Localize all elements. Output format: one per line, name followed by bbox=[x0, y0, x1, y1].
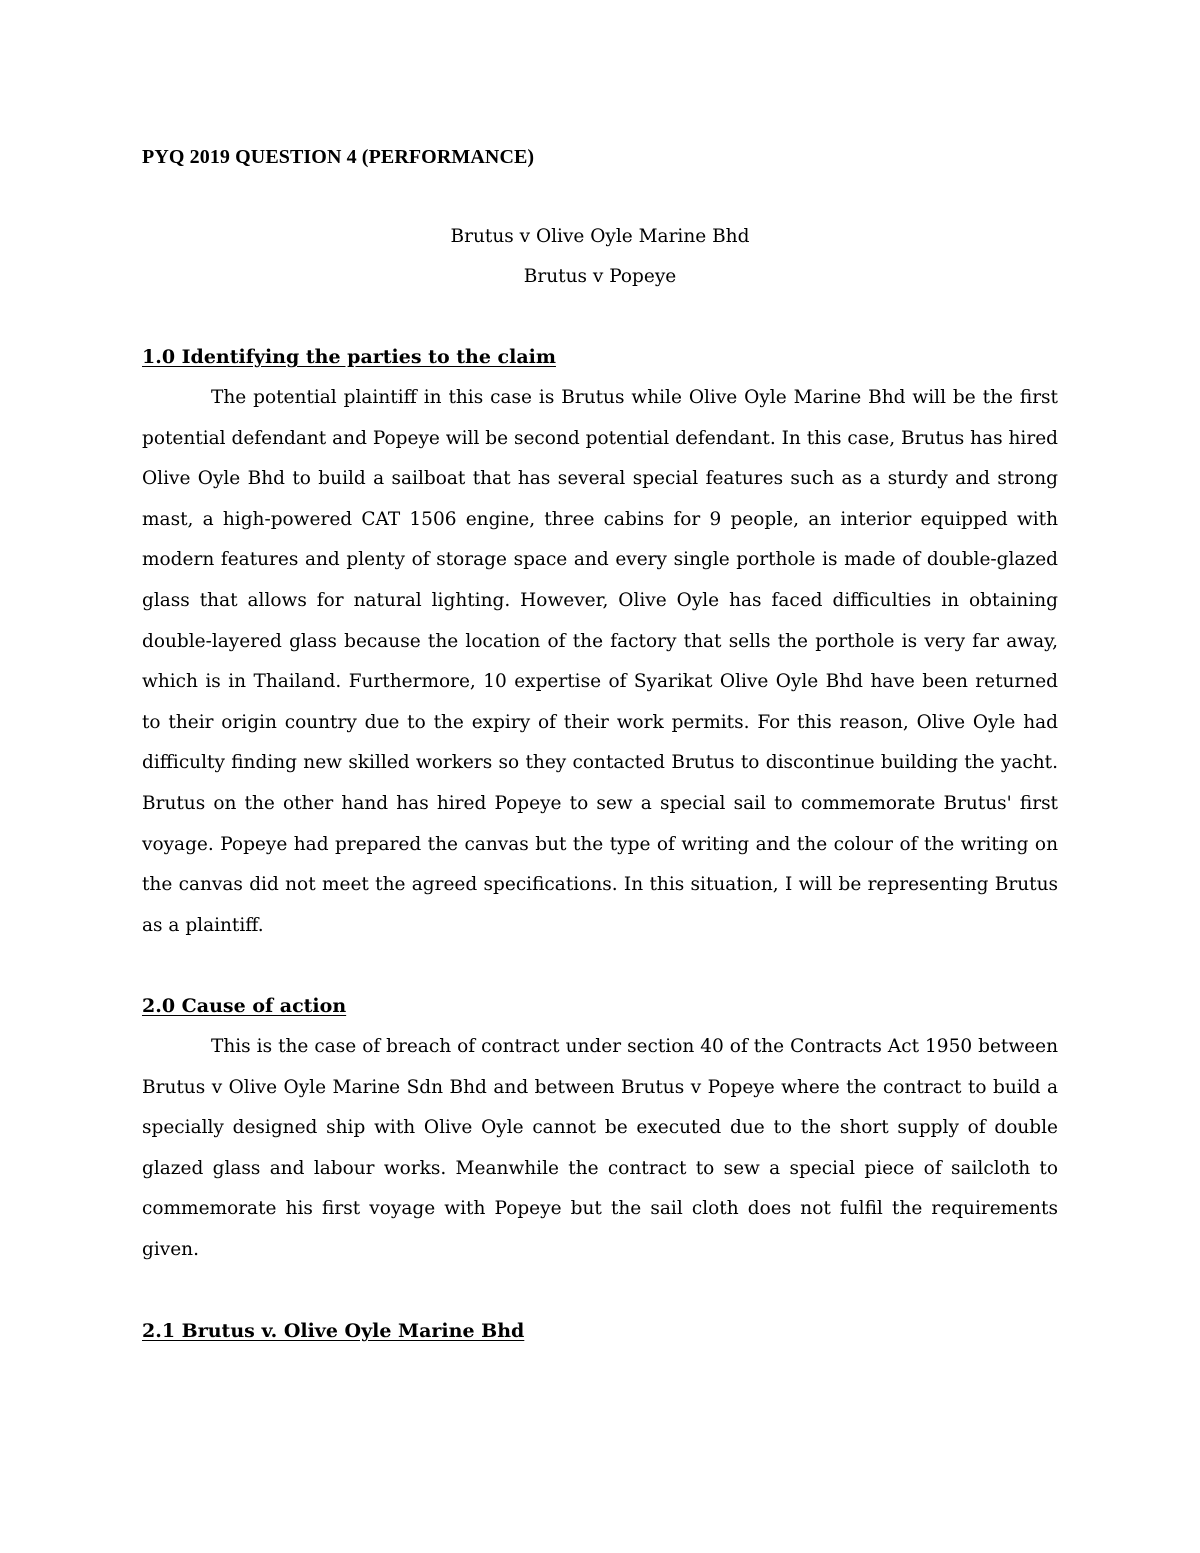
case-subtitle-olive-oyle: Brutus v Olive Oyle Marine Bhd bbox=[450, 226, 750, 247]
section-heading-brutus-v-olive-oyle: 2.1 Brutus v. Olive Oyle Marine Bhd bbox=[142, 1320, 525, 1342]
section-body-parties: The potential plaintiff in this case is Brutus while Olive Oyle Marine Bhd will be the first potential defendant and Popeye will be second potential defendant. In this case, Brutus has hired Olive Oyle Bhd to build a sailboat that has several special features such as a sturdy and strong mast, a high-powered CAT 1506 engine, three cabins for 9 people, an interior equipped with modern features and plenty of storage space and every single porthole is made of double-glazed glass that allows for natural lighting. However, Olive Oyle has faced difficulties in obtaining double-layered glass because the location of the factory that sells the porthole is very far away, which is in Thailand. Furthermore, 10 expertise of Syarikat Olive Oyle Bhd have been returned to their origin country due to the expiry of their work permits. For this reason, Olive Oyle had difficulty finding new skilled workers so they contacted Brutus to discontinue building the yacht. Brutus on the other hand has hired Popeye to sew a special sail to commemorate Brutus' first voyage. Popeye had prepared the canvas but the type of writing and the colour of the writing on the canvas did not meet the agreed specifications. In this situation, I will be representing Brutus as a plaintiff. bbox=[142, 387, 1058, 936]
case-subtitle-popeye: Brutus v Popeye bbox=[523, 266, 677, 287]
section-heading-parties: 1.0 Identifying the parties to the claim bbox=[142, 346, 556, 368]
document-title: PYQ 2019 QUESTION 4 (PERFORMANCE) bbox=[142, 146, 535, 168]
section-heading-cause-of-action: 2.0 Cause of action bbox=[142, 995, 347, 1017]
section-body-cause-of-action: This is the case of breach of contract under section 40 of the Contracts Act 1950 between Brutus v Olive Oyle Marine Sdn Bhd and between Brutus v Popeye where the contract to build a specially designed ship with Olive Oyle cannot be executed due to the short supply of double glazed glass and labour works. Meanwhile the contract to sew a special piece of sailcloth to commemorate his first voyage with Popeye but the sail cloth does not fulfil the requirements given. bbox=[142, 1036, 1058, 1260]
